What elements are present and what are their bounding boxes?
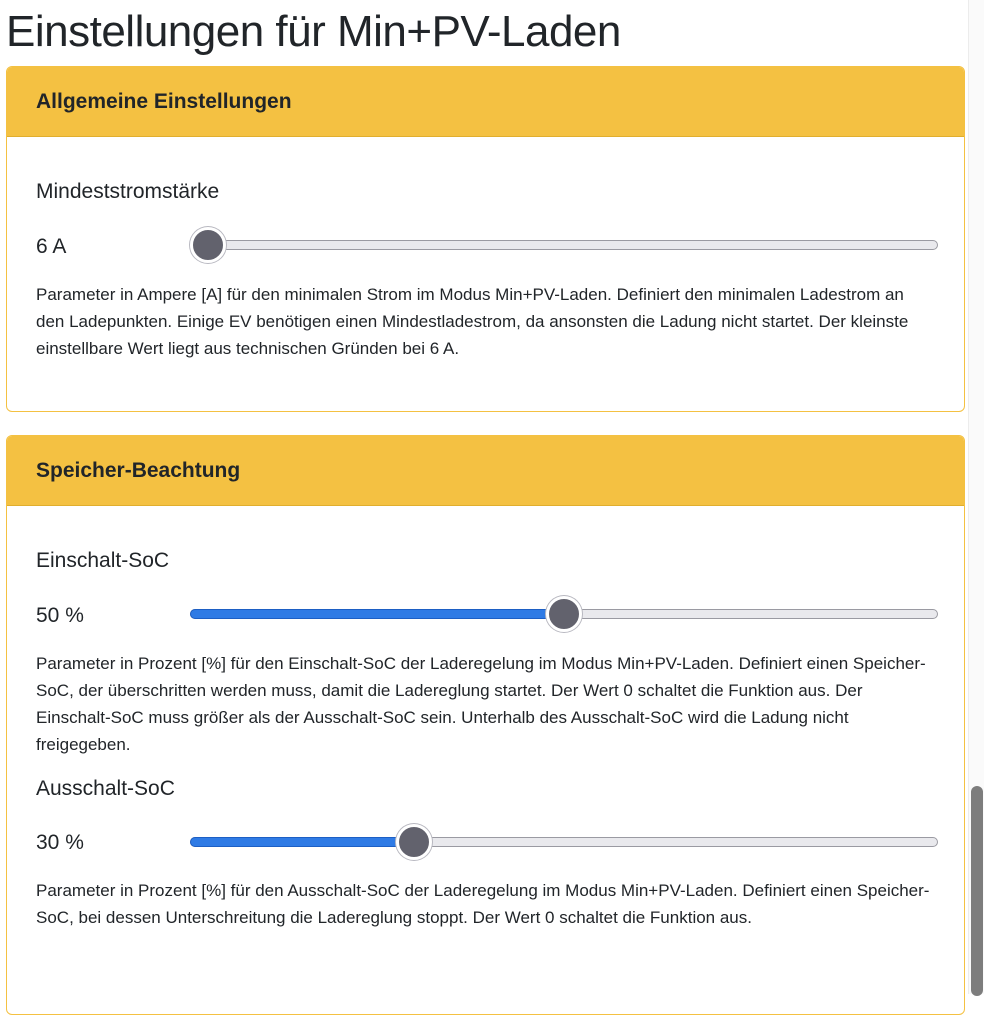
off-soc-help-text: Parameter in Prozent [%] für den Ausschalt-SoC der Laderegelung im Modus Min+PV-Laden. Definiert einen Speicher-SoC, bei dessen Unterschreitung die Ladereglung stoppt. Der Wert 0 schaltet die Funktion aus. [36,881,930,927]
slider-fill [190,837,414,847]
scrollbar-thumb[interactable] [971,786,983,996]
storage-settings-card [6,435,965,1015]
off-soc-value: 30 % [36,831,84,854]
page-title: Einstellungen für Min+PV-Laden [6,7,621,56]
off-soc-slider[interactable] [190,837,938,849]
min-current-label: Mindeststromstärke [36,180,220,203]
on-soc-label: Einschalt-SoC [36,549,170,572]
on-soc-value: 50 % [36,604,84,627]
slider-fill [190,609,564,619]
off-soc-label: Ausschalt-SoC [36,777,175,800]
min-current-value: 6 A [36,235,67,258]
min-current-slider[interactable] [190,240,938,252]
slider-track[interactable] [190,240,938,250]
slider-thumb[interactable] [546,596,582,632]
on-soc-help-text: Parameter in Prozent [%] für den Einschalt-SoC der Laderegelung im Modus Min+PV-Laden. Definiert einen Speicher-SoC, der überschritten werden muss, damit die Ladereglung startet. Der Wert 0 schaltet die Funktion aus. Der Einschalt-SoC muss größer als der Ausschalt-SoC sein. Unterhalb des Ausschalt-SoC wird die Ladung nicht freigegeben. [36,654,926,754]
min-current-help-text: Parameter in Ampere [A] für den minimalen Strom im Modus Min+PV-Laden. Definiert den minimalen Ladestrom an den Ladepunkten. Einige EV benötigen einen Mindestladestrom, da ansonsten die Ladung nicht startet. Der kleinste einstellbare Wert liegt aus technischen Gründen bei 6 A. [36,285,909,358]
slider-thumb[interactable] [190,227,226,263]
general-settings-card [6,66,965,412]
card-header-general: Allgemeine Einstellungen [7,67,964,137]
on-soc-slider[interactable] [190,609,938,621]
page-scrollbar[interactable] [968,0,984,994]
card-header-storage: Speicher-Beachtung [7,436,964,506]
slider-thumb[interactable] [396,824,432,860]
